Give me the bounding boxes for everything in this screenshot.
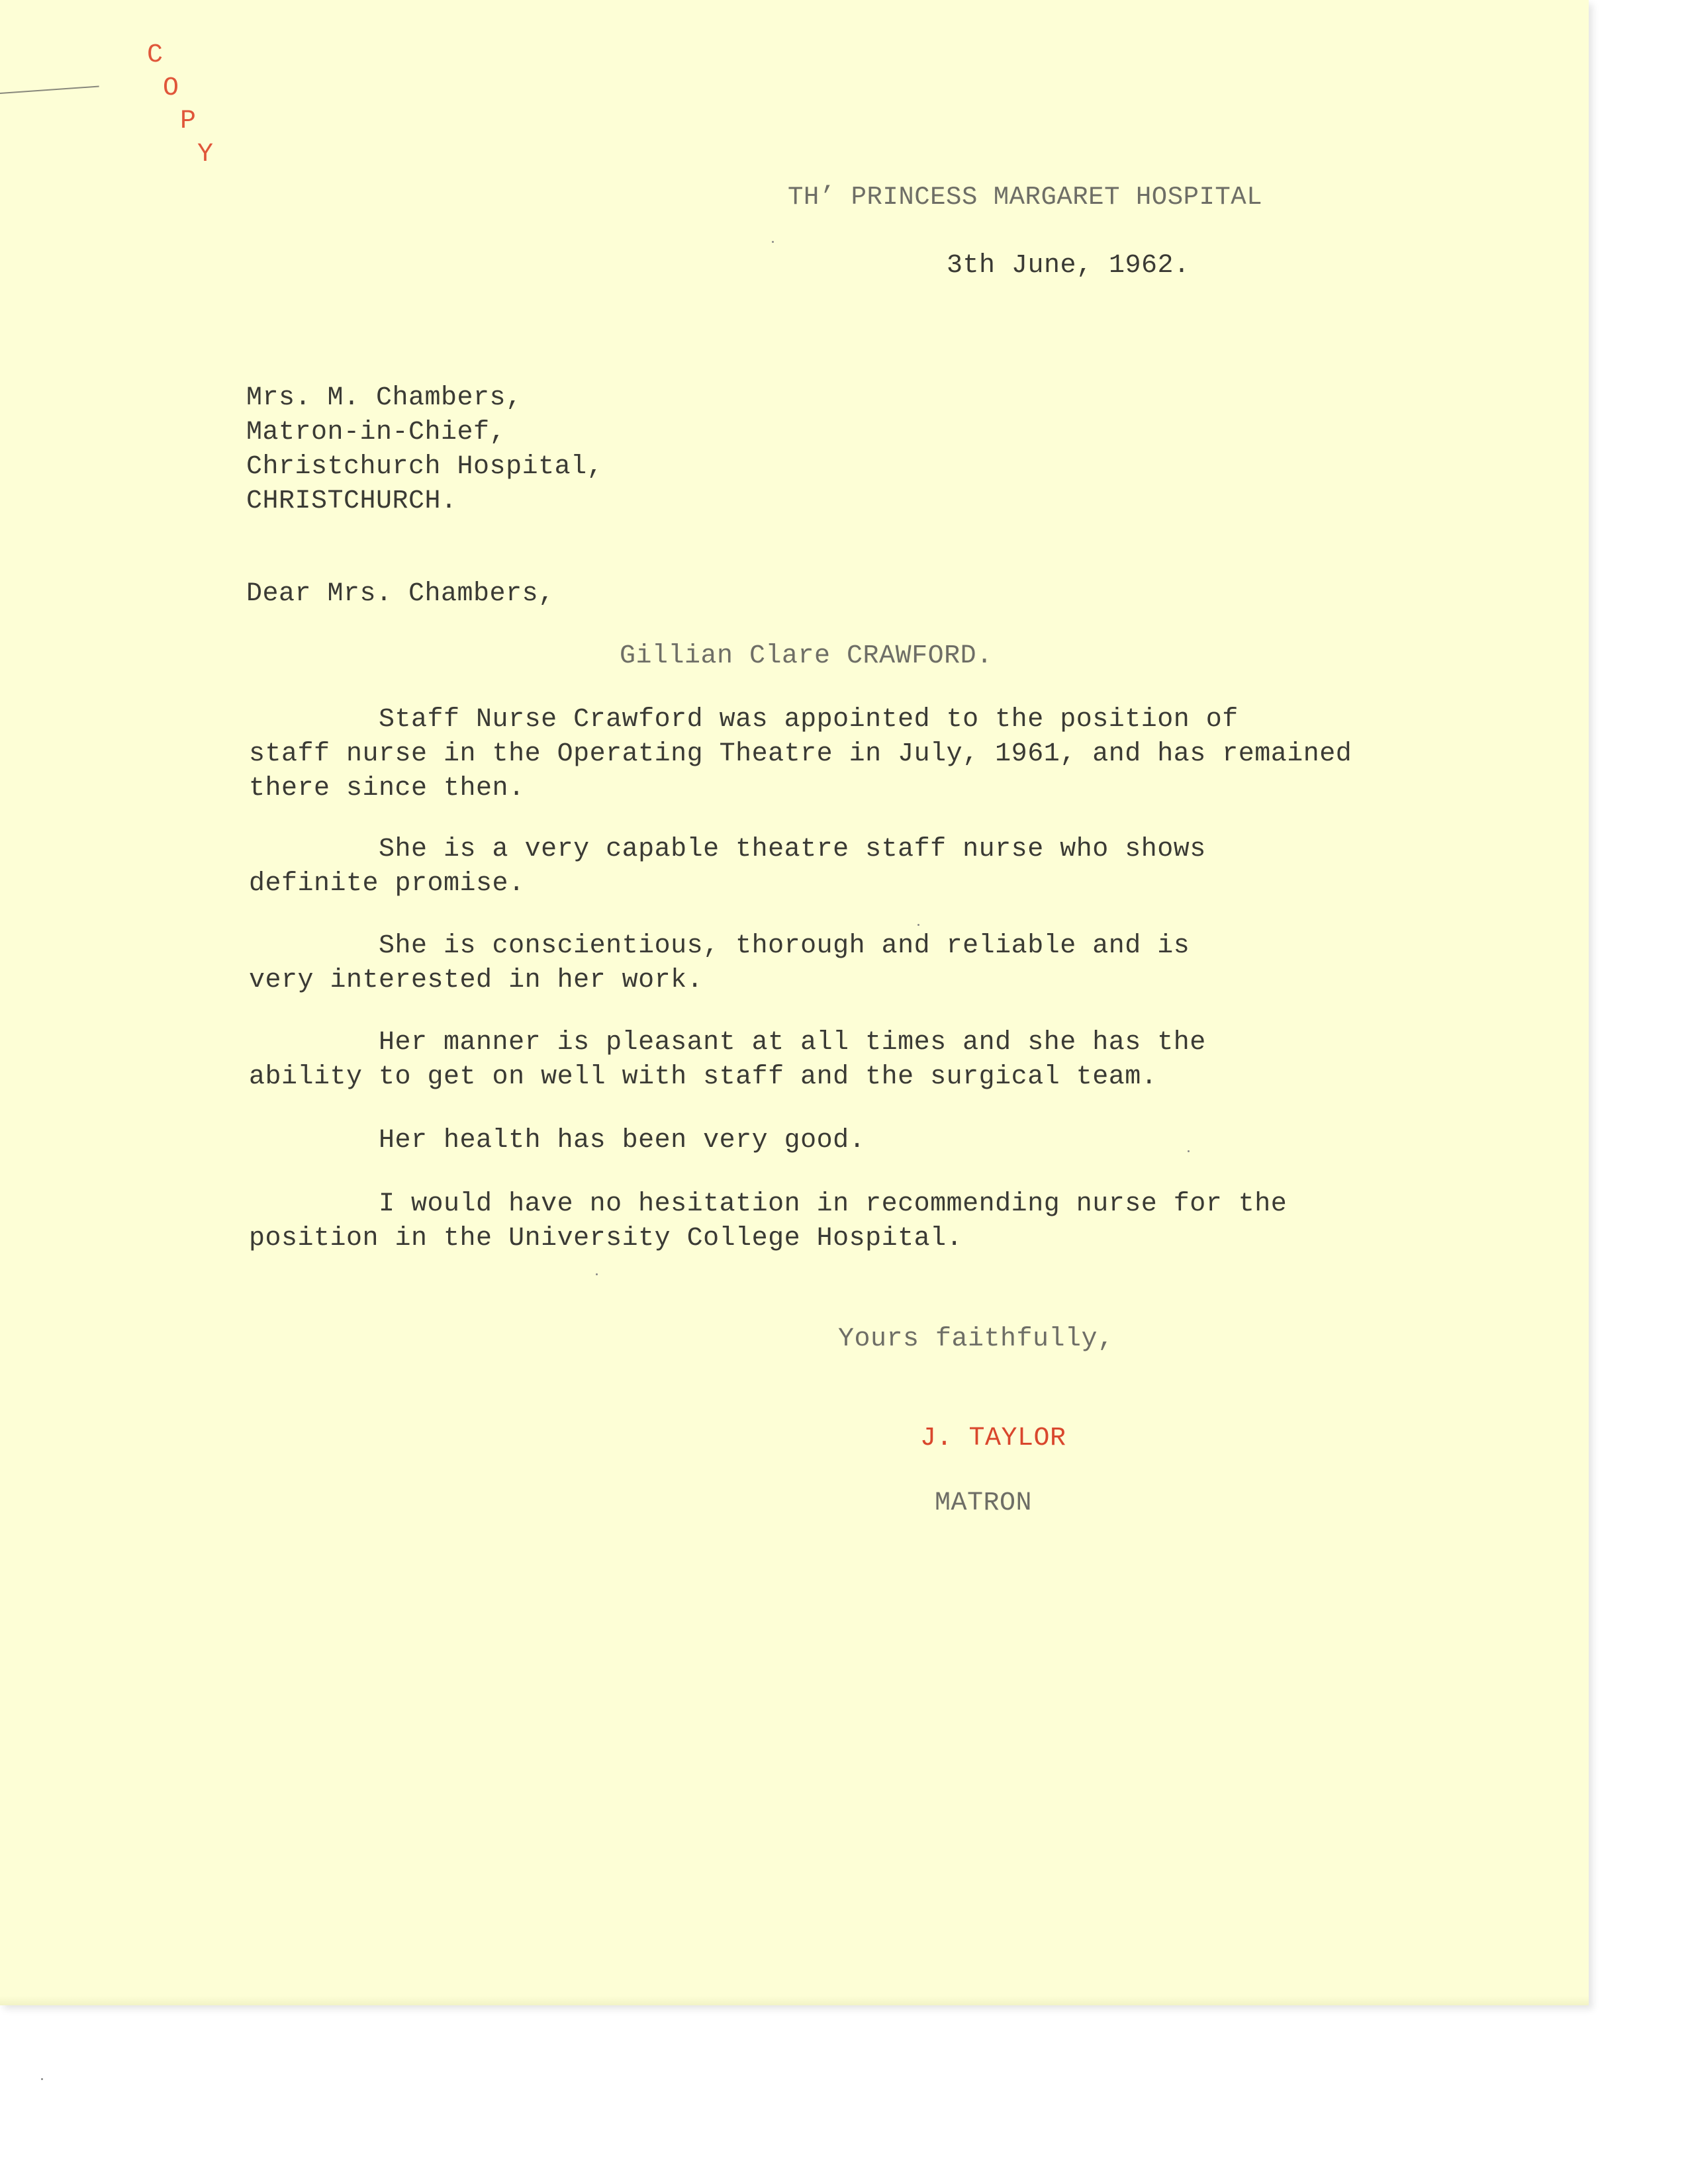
body-paragraph-manner: Her manner is pleasant at all times and she has the ability to get on well with staff and the surgical team. (249, 1028, 1206, 1092)
paper-speck (917, 924, 919, 926)
recipient-city: CHRISTCHURCH. (246, 486, 457, 516)
recipient-title: Matron-in-Chief, (246, 418, 506, 447)
body-paragraph-health: Her health has been very good. (249, 1126, 866, 1156)
sheet-bottom-edge (0, 1996, 1589, 2005)
valediction: Yours faithfully, (838, 1324, 1114, 1354)
fold-mark (0, 86, 99, 94)
body-paragraph-capability: She is a very capable theatre staff nurse who shows definite promise. (249, 835, 1206, 899)
paper-speck (1188, 1150, 1190, 1152)
copy-stamp-letter-o: O (163, 73, 179, 103)
body-paragraph-recommendation: I would have no hesitation in recommending nurse for the position in the University College Hospital. (249, 1189, 1288, 1253)
scan-speck (41, 2078, 43, 2080)
recipient-hospital: Christchurch Hospital, (246, 452, 604, 482)
paper-speck (596, 1273, 598, 1275)
salutation: Dear Mrs. Chambers, (246, 579, 555, 609)
copy-stamp-letter-p: P (180, 107, 197, 136)
signatory-title: MATRON (935, 1488, 1033, 1518)
recipient-name: Mrs. M. Chambers, (246, 383, 522, 413)
letterhead-institution: TH’ PRINCESS MARGARET HOSPITAL (788, 183, 1263, 212)
copy-stamp-letter-c: C (147, 40, 164, 70)
body-paragraph-appointment: Staff Nurse Crawford was appointed to the position of staff nurse in the Operating Theatre in July, 1961, and has remained there since then. (249, 705, 1352, 803)
copy-stamp-letter-y: Y (197, 140, 214, 169)
paper-speck (772, 241, 774, 243)
subject-line: Gillian Clare CRAWFORD. (620, 641, 993, 671)
body-paragraph-character: She is conscientious, thorough and reliable and is very interested in her work. (249, 931, 1190, 995)
letter-date: 3th June, 1962. (947, 251, 1190, 281)
signatory-name: J. TAYLOR (920, 1424, 1066, 1453)
